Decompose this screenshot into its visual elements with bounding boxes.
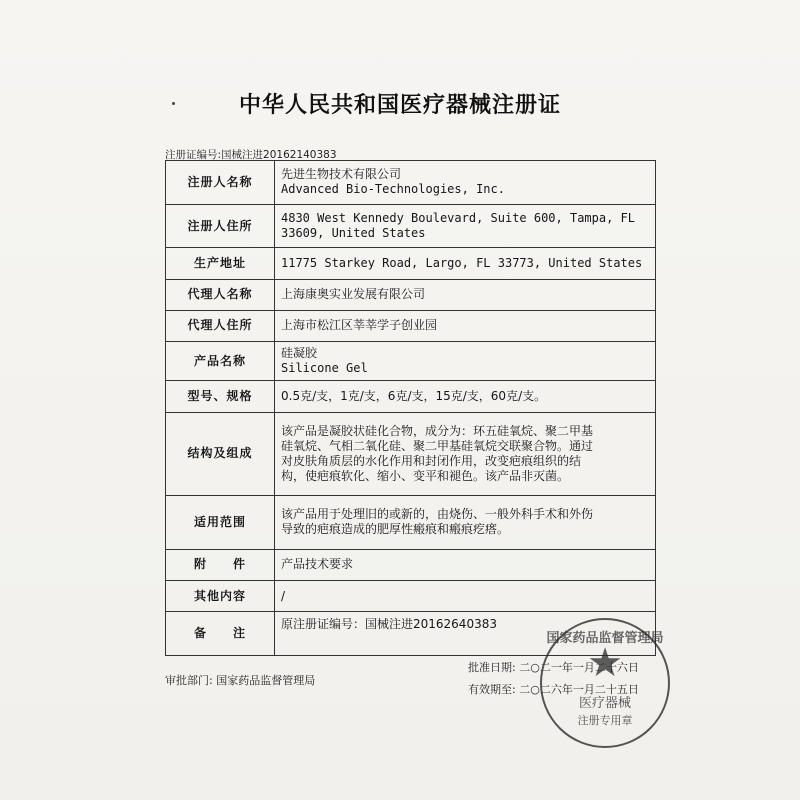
value-line: / xyxy=(281,588,286,603)
value-line: 上海康奥实业发展有限公司 xyxy=(281,287,426,302)
value-line: 4830 West Kennedy Boulevard, Suite 600, Tampa, FL xyxy=(281,211,636,225)
row-value xyxy=(275,341,656,381)
row-label: 适用范围 xyxy=(166,495,275,549)
value-line: 上海市松江区莘莘学子创业园 xyxy=(281,318,438,333)
value-line: 产品技术要求 xyxy=(281,557,354,572)
value-line: Silicone Gel xyxy=(281,361,368,376)
table-row xyxy=(166,279,656,310)
table-row xyxy=(166,161,656,205)
approval-date-label: 批准日期: xyxy=(468,661,516,674)
table-row xyxy=(166,381,656,412)
table-row xyxy=(166,549,656,580)
row-label: 注册人住所 xyxy=(166,204,275,248)
row-value xyxy=(275,495,656,549)
approval-department-label: 审批部门: xyxy=(165,674,213,687)
row-value xyxy=(275,381,656,412)
registration-table xyxy=(165,160,656,656)
value-line: Advanced Bio-Technologies, Inc. xyxy=(281,182,505,197)
document-title: 中华人民共和国医疗器械注册证 xyxy=(238,93,561,118)
star-icon: ★ xyxy=(587,640,623,686)
row-label: 备 注 xyxy=(166,612,275,656)
table-row xyxy=(166,248,656,279)
row-value xyxy=(275,204,656,248)
table-row xyxy=(166,310,656,341)
value-line: 硅氧烷、气相二氧化硅、聚二甲基硅氧烷交联聚合物。通过 xyxy=(281,438,594,453)
row-label: 结构及组成 xyxy=(166,412,275,495)
row-value xyxy=(275,310,656,341)
registration-number-label: 注册证编号: xyxy=(165,149,222,161)
value-line: 原注册证编号：国械注进20162640383 xyxy=(281,617,497,632)
valid-until xyxy=(468,679,639,701)
row-label: 代理人住所 xyxy=(166,310,275,341)
row-label: 生产地址 xyxy=(166,248,275,279)
row-label: 附 件 xyxy=(166,549,275,580)
seal-line2: 注册专用章 xyxy=(577,714,633,727)
table-row xyxy=(166,581,656,612)
seal-line1: 医疗器械 xyxy=(578,696,631,711)
row-label: 代理人名称 xyxy=(166,279,275,310)
approval-dates xyxy=(468,657,639,701)
table-row xyxy=(166,612,656,656)
row-label: 产品名称 xyxy=(166,341,275,381)
row-label: 其他内容 xyxy=(166,581,275,612)
table-row xyxy=(166,495,656,549)
value-line: 对皮肤角质层的水化作用和封闭作用，改变疤痕组织的结 xyxy=(281,453,582,468)
row-value xyxy=(275,549,656,580)
approval-date xyxy=(468,657,639,679)
row-value xyxy=(275,161,656,205)
approval-department-value: 国家药品监督管理局 xyxy=(216,674,316,687)
table-row xyxy=(166,341,656,381)
row-label: 型号、规格 xyxy=(166,381,275,412)
value-line: 该产品用于处理旧的或新的，由烧伤、一般外科手术和外伤 xyxy=(281,507,594,522)
table-row xyxy=(166,204,656,248)
seal-arc-text: 国家药品监督管理局 xyxy=(546,631,664,646)
approval-department xyxy=(165,672,315,688)
valid-until-value: 二○二六年一月二十五日 xyxy=(519,683,639,696)
value-line: 11775 Starkey Road, Largo, FL 33773, United States xyxy=(281,255,643,270)
valid-until-label: 有效期至: xyxy=(468,683,516,696)
value-line: 先进生物技术有限公司 xyxy=(281,167,402,182)
registration-number-value: 国械注进20162140383 xyxy=(221,149,337,161)
value-line: 0.5克/支，1克/支，6克/支，15克/支，60克/支。 xyxy=(281,389,547,404)
value-line: 构，使疤痕软化、缩小、变平和褪色。该产品非灭菌。 xyxy=(281,468,570,483)
value-line: 导致的疤痕造成的肥厚性瘢痕和瘢痕疙瘩。 xyxy=(281,522,510,537)
row-value xyxy=(275,279,656,310)
table-row xyxy=(166,412,656,495)
value-line: 硅凝胶 xyxy=(281,346,318,361)
row-value xyxy=(275,412,656,495)
value-line: 33609, United States xyxy=(281,226,426,240)
row-value xyxy=(275,248,656,279)
row-value xyxy=(275,612,656,656)
row-value xyxy=(275,581,656,612)
value-line: 该产品是凝胶状硅化合物，成分为：环五硅氧烷、聚二甲基 xyxy=(281,423,594,438)
row-label: 注册人名称 xyxy=(166,161,275,205)
approval-date-value: 二○二一年一月二十六日 xyxy=(519,661,639,674)
